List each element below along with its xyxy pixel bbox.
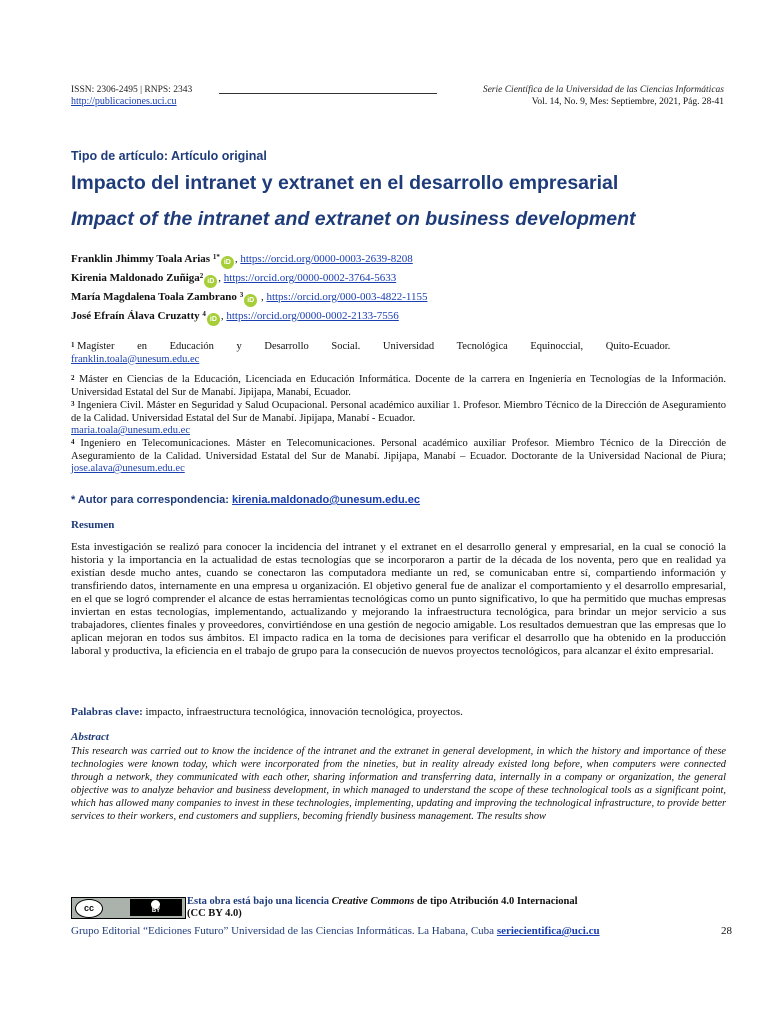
affiliation-3 bbox=[71, 400, 726, 438]
affiliation-num: 2 bbox=[71, 374, 75, 382]
affiliation-4 bbox=[71, 438, 726, 476]
orcid-icon[interactable]: iD bbox=[221, 256, 234, 269]
footer-publisher bbox=[71, 925, 600, 937]
author-sup: 1* bbox=[212, 253, 220, 261]
correspondence-label: * Autor para correspondencia: bbox=[71, 494, 229, 506]
header-rule bbox=[219, 93, 437, 94]
abstract-heading: Abstract bbox=[71, 731, 109, 743]
orcid-icon[interactable]: iD bbox=[207, 313, 220, 326]
volume-info: Vol. 14, No. 9, Mes: Septiembre, 2021, Pág. 28-41 bbox=[531, 97, 724, 107]
affiliation-email-link[interactable]: jose.alava@unesum.edu.ec bbox=[71, 463, 185, 474]
keywords bbox=[71, 706, 463, 718]
cc-by-license-badge[interactable] bbox=[71, 897, 186, 919]
license-text bbox=[187, 896, 578, 920]
by-label: BY bbox=[151, 908, 161, 914]
license-line1-post: de tipo Atribución 4.0 Internacional bbox=[416, 896, 578, 907]
by-icon bbox=[130, 899, 182, 916]
resumen-text: Esta investigación se realizó para conocer la incidencia del intranet y el extranet en el desarrollo general y empresarial, en la cual se conoció la historia y la importancia en la actualidad de estas tecnologías que se incorporaron a partir de la década de los noventa, pero que en realidad ya existían desde mucho antes, cuando se conectaron las computadora mediante un red, se comunicaban entre sí, compartiendo información y transfiriendo datos, internamente en una empresa u organización. El objetivo general fue de analizar el comportamiento y el desarrollo empresarial, en el que se logró comprender el alcance de estas herramientas tecnológicas como un punto significativo, lo que ha permitido que muchas empresas inviertan en estas tecnologías, implementando, actualizando y mejorando la infraestructura tecnológica, para brindar un mejor servicio a sus trabajadores, clientes finales y proveedores, convirtiéndose en una gestión de negocio amigable. Los resultados demuestran que las empresas que lo aplican mejoran en todos sus ámbitos. El impacto radica en la toma de decisiones para verificar el desarrollo que ha obtenido en la producción laboral y productiva, la eficiencia en el trabajo de grupo para la consecución de nuevos proyectos tecnológicos, para alcanzar el éxito empresarial. bbox=[71, 541, 726, 657]
affiliation-email-link[interactable]: maria.toala@unesum.edu.ec bbox=[71, 425, 190, 436]
affiliation-num: 1 bbox=[71, 341, 75, 349]
license-line1-em: Creative Commons bbox=[331, 896, 415, 907]
abstract-text: This research was carried out to know the incidence of the intranet and the extranet in general development, in which the history and importance of these technologies were known today, which were incorporated from the nineties, but in reality already existed long before, when computers were connected through a network, they communicated with each other, sharing information and transferring data, internally in a company or organization, the general objective was to analyze behavior and business development, in which managed to understand the scope of these technological tools as a significant point, which has allowed many companies to invest in these technologies, implementing, updating and improving the technological infrastructure, to provide better services to their workers, end customers and suppliers, becoming friendly business management. The results show bbox=[71, 746, 726, 822]
orcid-link[interactable]: https://orcid.org/000-003-4822-1155 bbox=[266, 291, 428, 303]
resumen-heading: Resumen bbox=[71, 519, 115, 531]
affiliation-text: Ingeniero en Telecomunicaciones. Máster en Telecomunicaciones. Personal académico auxiliar Profesor. Miembro Técnico de la Dirección de Aseguramiento de la Calidad. Universidad Estatal del Sur de Manabí. Jipijapa, Manabí – Ecuador. Doctorante de la Universidad Nacional de Piura; bbox=[71, 438, 727, 462]
orcid-link[interactable]: https://orcid.org/0000-0002-3764-5633 bbox=[223, 272, 397, 284]
author-sup: 3 bbox=[239, 291, 244, 299]
author-row: Franklin Jhimmy Toala Arias $^{1*}$iD , https://orcid.org/0000-0003-2639-8208 bbox=[71, 250, 427, 269]
journal-name: Serie Científica de la Universidad de las Ciencias Informáticas bbox=[482, 85, 724, 95]
author-sup: 2 bbox=[199, 272, 204, 280]
orcid-icon[interactable]: iD bbox=[244, 294, 257, 307]
affiliation-email-link[interactable]: franklin.toala@unesum.edu.ec bbox=[71, 353, 200, 365]
footer-text: Grupo Editorial “Ediciones Futuro” Universidad de las Ciencias Informáticas. La Habana, Cuba bbox=[71, 925, 495, 937]
article-type: Tipo de artículo: Artículo original bbox=[71, 149, 267, 163]
author-sup: 4 bbox=[202, 310, 206, 318]
orcid-link[interactable]: https://orcid.org/0000-0003-2639-8208 bbox=[240, 253, 413, 265]
title-english: Impact of the intranet and extranet on business development bbox=[71, 208, 636, 230]
affiliation-num: 3 bbox=[71, 400, 75, 408]
author-name: Franklin Jhimmy Toala Arias bbox=[71, 253, 211, 265]
correspondence-email-link[interactable]: kirenia.maldonado@unesum.edu.ec bbox=[231, 494, 420, 506]
keywords-label: Palabras clave: bbox=[71, 706, 143, 718]
cc-icon: cc bbox=[75, 899, 103, 918]
orcid-link[interactable]: https://orcid.org/0000-0002-2133-7556 bbox=[226, 310, 399, 322]
license-line2: (CC BY 4.0) bbox=[187, 908, 242, 919]
affiliation-text: Máster en Ciencias de la Educación, Licenciada en Educación Informática. Docente de la carrera en Ingeniería en Tecnologías de la Información. Universidad Estatal del Sur de Manabí. Jipijapa, Manabí, Ecuador. bbox=[71, 374, 727, 398]
footer-email-link[interactable]: seriecientifica@uci.cu bbox=[496, 925, 600, 937]
affiliation-text: Ingeniera Civil. Máster en Seguridad y Salud Ocupacional. Personal académico auxiliar 1. Profesor. Miembro Técnico de la Dirección de Aseguramiento de la Calidad. Universidad Estatal del Sur de Manabí. Jipijapa, Manabí - Ecuador. bbox=[71, 400, 726, 424]
keywords-text: impacto, infraestructura tecnológica, innovación tecnológica, proyectos. bbox=[145, 706, 463, 718]
journal-url-link[interactable]: http://publicaciones.uci.cu bbox=[71, 96, 177, 107]
affiliation-num: 4 bbox=[71, 438, 75, 446]
issn-line: ISSN: 2306-2495 | RNPS: 2343 bbox=[71, 85, 193, 95]
affiliation-text: Magíster en Educación y Desarrollo Social. Universidad Tecnológica Equinoccial, Quito-Ecuador. bbox=[77, 341, 671, 352]
page-number: 28 bbox=[721, 925, 732, 937]
author-name: José Efraín Álava Cruzatty bbox=[71, 310, 200, 322]
author-row: María Magdalena Toala Zambrano $^3$iD , https://orcid.org/000-003-4822-1155 bbox=[71, 288, 427, 307]
author-list bbox=[71, 250, 427, 326]
affiliation-2 bbox=[71, 374, 726, 399]
author-name: Kirenia Maldonado Zuñiga bbox=[71, 272, 200, 284]
affiliation-1 bbox=[71, 341, 726, 366]
license-line1-pre: Esta obra está bajo una licencia bbox=[187, 896, 330, 907]
orcid-icon[interactable]: iD bbox=[204, 275, 217, 288]
author-row: José Efraín Álava Cruzatty $^4$iD , https://orcid.org/0000-0002-2133-7556 bbox=[71, 307, 427, 326]
title-spanish: Impacto del intranet y extranet en el desarrollo empresarial bbox=[71, 172, 619, 194]
author-row: Kirenia Maldonado Zuñiga$^2$iD , https://orcid.org/0000-0002-3764-5633 bbox=[71, 269, 427, 288]
author-name: María Magdalena Toala Zambrano bbox=[71, 291, 237, 303]
correspondence bbox=[71, 494, 420, 506]
